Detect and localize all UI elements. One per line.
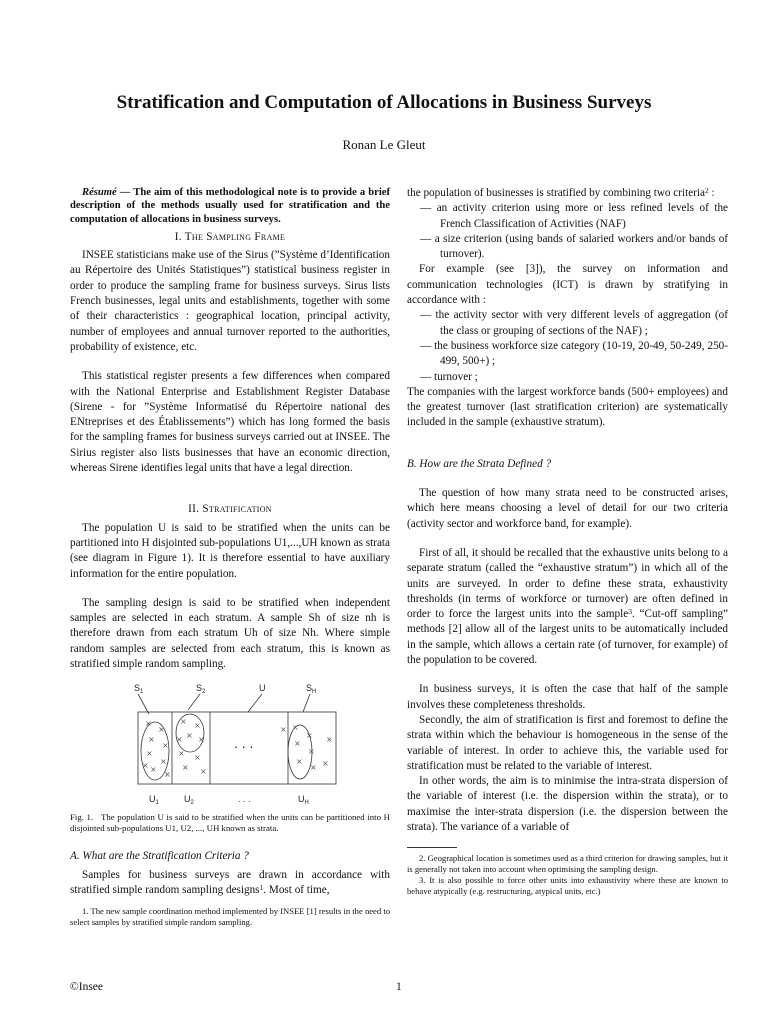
unit-mark: ×: [182, 763, 189, 773]
right-paragraph-2: For example (see [3]), the survey on information and communication technologies (ICT) is drawn by stratifying in accordance with :: [407, 263, 728, 307]
criteria-item-1: — an activity criterion using more or less refined levels of the French Classification of Activities (NAF): [407, 201, 728, 232]
section-b-paragraph-4: Secondly, the aim of stratification is first and foremost to define the strata within which the behaviour is homogeneous in the sense of the variable of interest. In order to achieve this, the variable used for stratification must be related to the variable of interest.: [407, 713, 728, 772]
abstract-label: Résumé —: [82, 187, 131, 198]
unit-mark: ×: [146, 749, 153, 759]
unit-mark: ×: [306, 731, 313, 741]
section-a-text-end: . Most of time,: [263, 883, 330, 896]
left-column: [70, 186, 390, 928]
label-u1: $U_1$: [149, 794, 159, 807]
right-paragraph-1-text: the population of businesses is stratified by combining two criteria: [407, 187, 705, 199]
section-b-paragraph-1: The question of how many strata need to be constructed arises, which here means choosing a level of detail for our two criteria (activity sector and workforce band, for example).: [407, 487, 728, 530]
pointer-sh: [303, 694, 310, 712]
ict-criteria-item-2: — the business workforce size category (10-19, 20-49, 50-249, 250-499, 500+) ;: [407, 339, 728, 370]
unit-mark: ×: [162, 741, 169, 751]
section-1-paragraph-2: This statistical register presents a few differences when compared with the National Enterprise and Establishment Register Database (Sirene - for ”Système Informatisé du Répertoire national des ENtreprises et des Établissements”) which has long formed the basis for the sampling frames for business surveys carried out at INSEE. The Sirius register also lists businesses that have an economic direction, whereas Sirene identifies legal units that have a legal direction.: [70, 370, 390, 475]
figure-caption: [70, 812, 390, 834]
unit-mark: ×: [186, 731, 193, 741]
unit-mark: ×: [296, 757, 303, 767]
unit-mark: ×: [158, 725, 165, 735]
figure-caption-label: Fig. 1.: [70, 812, 94, 823]
strata-diagram: [70, 682, 390, 806]
label-s2: $S_2$: [196, 683, 206, 696]
unit-mark: ×: [322, 759, 329, 769]
section-a-paragraph-1: [70, 868, 390, 899]
section-b-paragraph-5: In other words, the aim is to minimise the intra-strata dispersion of the variable of interest (i.e. the dispersion within the strata), or to maximise the inter-strata dispersion (i.e. the dispersion between the strata). The variance of a variable of: [407, 775, 728, 833]
page-number: 1: [396, 981, 402, 993]
section-b-paragraph-3: In business surveys, it is often the case that half of the sample involves these completeness thresholds.: [407, 683, 728, 711]
unit-mark: ×: [308, 747, 315, 757]
right-paragraph-1-end: :: [708, 187, 715, 199]
section-b-p2-text: First of all, it should be recalled that the exhaustive units belong to a separate stratum (called the “exhaustive stratum”) in which all of the units are surveyed. In order to define these strata, exhaustivity thresholds (in terms of workforce or turnover) are often defined in order to force the largest units into the sample: [407, 546, 728, 621]
footnote-1: 1. The new sample coordination method implemented by INSEE [1] results in the need to select samples by stratified simple random sampling.: [70, 906, 390, 928]
abstract-text: The aim of this methodological note is to provide a brief description of the methods usually used for stratification and the computation of allocations in business surveys.: [70, 187, 391, 225]
author-name: Ronan Le Gleut: [342, 137, 426, 152]
pointer-s2: [188, 694, 200, 710]
unit-mark: ×: [180, 717, 187, 727]
abstract: [70, 186, 390, 226]
section-a-text: Samples for business surveys are drawn in accordance with stratified simple random sampling designs: [70, 868, 390, 896]
unit-mark: ×: [310, 763, 317, 773]
label-u: U: [259, 683, 266, 694]
unit-mark: ×: [194, 721, 201, 731]
footnote-ref-3: 3: [628, 607, 632, 617]
unit-mark: ×: [150, 765, 157, 775]
label-sh: $S_H$: [306, 683, 317, 696]
unit-mark: ×: [160, 757, 167, 767]
footnote-3: 3. It is also possible to force other units into exhaustivity where these are known to behave atypically (e.g. restructuring, atypical units, etc.): [407, 875, 728, 897]
footnote-ref-1: 1: [259, 882, 264, 892]
section-b-title: B. How are the Strata Defined ?: [407, 457, 552, 470]
paper-title: Stratification and Computation of Allocations in Business Surveys: [116, 92, 652, 113]
section-1-paragraph-1: INSEE statisticians make use of the Sirus (”Système d’Identification au Répertoire des Unités Statistiques”) statistical business register in order to produce the sampling frame for business surveys. Sirus lists French businesses, legal units and establishments, together with some of their characteristics : geographical location, principal activity, number of employees and annual turnover reported to the authorities, probability of existence, etc.: [70, 249, 390, 353]
unit-mark: ×: [178, 749, 185, 759]
label-uh: $U_H$: [298, 794, 309, 807]
unit-mark: ×: [142, 761, 149, 771]
right-paragraph-1: [407, 186, 728, 201]
label-s1: $S_1$: [134, 683, 144, 696]
unit-mark: ×: [326, 735, 333, 745]
pointer-s1: [138, 694, 149, 714]
unit-mark: ×: [294, 739, 301, 749]
unit-mark: ×: [198, 735, 205, 745]
ict-criteria-item-1: — the activity sector with very different levels of aggregation (of the class or grouping of sections of the NAF) ;: [407, 308, 728, 339]
figure-caption-text: The population U is said to be stratified when the units can be partitioned into H disjointed sub-populations U1, U2, ..., UH known as strata.: [70, 812, 390, 834]
pointer-u: [248, 694, 262, 712]
unit-mark: ×: [176, 735, 183, 745]
unit-mark: ×: [145, 719, 152, 729]
unit-mark: ×: [148, 735, 155, 745]
right-column: [407, 186, 728, 897]
footer-copyright: ©Insee: [70, 981, 104, 993]
section-2-title: II. Stratification: [188, 503, 272, 516]
right-paragraph-3: The companies with the largest workforce bands (500+ employees) and the greatest turnover (last stratification criterion) are systematically included in the sample (exhaustive stratum).: [407, 385, 728, 429]
section-2-paragraph-2: The sampling design is said to be stratified when independent samples are selected in each stratum. A sample Sh of size nh is therefore drawn from each stratum Uh of size Nh. Where simple random samples are selected from each stratum, this is known as stratified simple random sampling.: [70, 596, 390, 671]
label-ellipsis-bottom: . . .: [238, 794, 251, 805]
section-a-title: A. What are the Stratification Criteria ?: [70, 850, 249, 863]
middle-ellipsis: . . .: [234, 735, 254, 752]
section-b-p2-end: . “Cut-off sampling” methods [2] allow all of the largest units to be automatically included in the sample, which allows a certain rate (of turnover, for example) of the population to be covered.: [407, 608, 728, 667]
unit-mark: ×: [280, 725, 287, 735]
section-1-title: I. The Sampling Frame: [174, 230, 286, 243]
footnote-ref-2: 2: [704, 186, 709, 195]
ict-criteria-item-3: — turnover ;: [407, 370, 728, 385]
criteria-item-2: — a size criterion (using bands of salaried workers and/or bands of turnover).: [407, 232, 728, 263]
footnote-rule: [407, 847, 457, 848]
unit-mark: ×: [194, 753, 201, 763]
label-u2: $U_2$: [184, 794, 194, 807]
unit-mark: ×: [200, 767, 207, 777]
section-2-paragraph-1: The population U is said to be stratified when the units can be partitioned into H disjointed sub-populations U1,...,UH known as strata (see diagram in Figure 1). It is therefore essential to have auxiliary information for the entire population.: [70, 521, 390, 580]
section-b-paragraph-2: [407, 546, 728, 668]
unit-mark: ×: [164, 770, 171, 780]
unit-mark: ×: [292, 723, 299, 733]
footnote-2: 2. Geographical location is sometimes used as a third criterion for drawing samples, but it is generally not taken into account when optimising the sampling design.: [407, 853, 728, 875]
